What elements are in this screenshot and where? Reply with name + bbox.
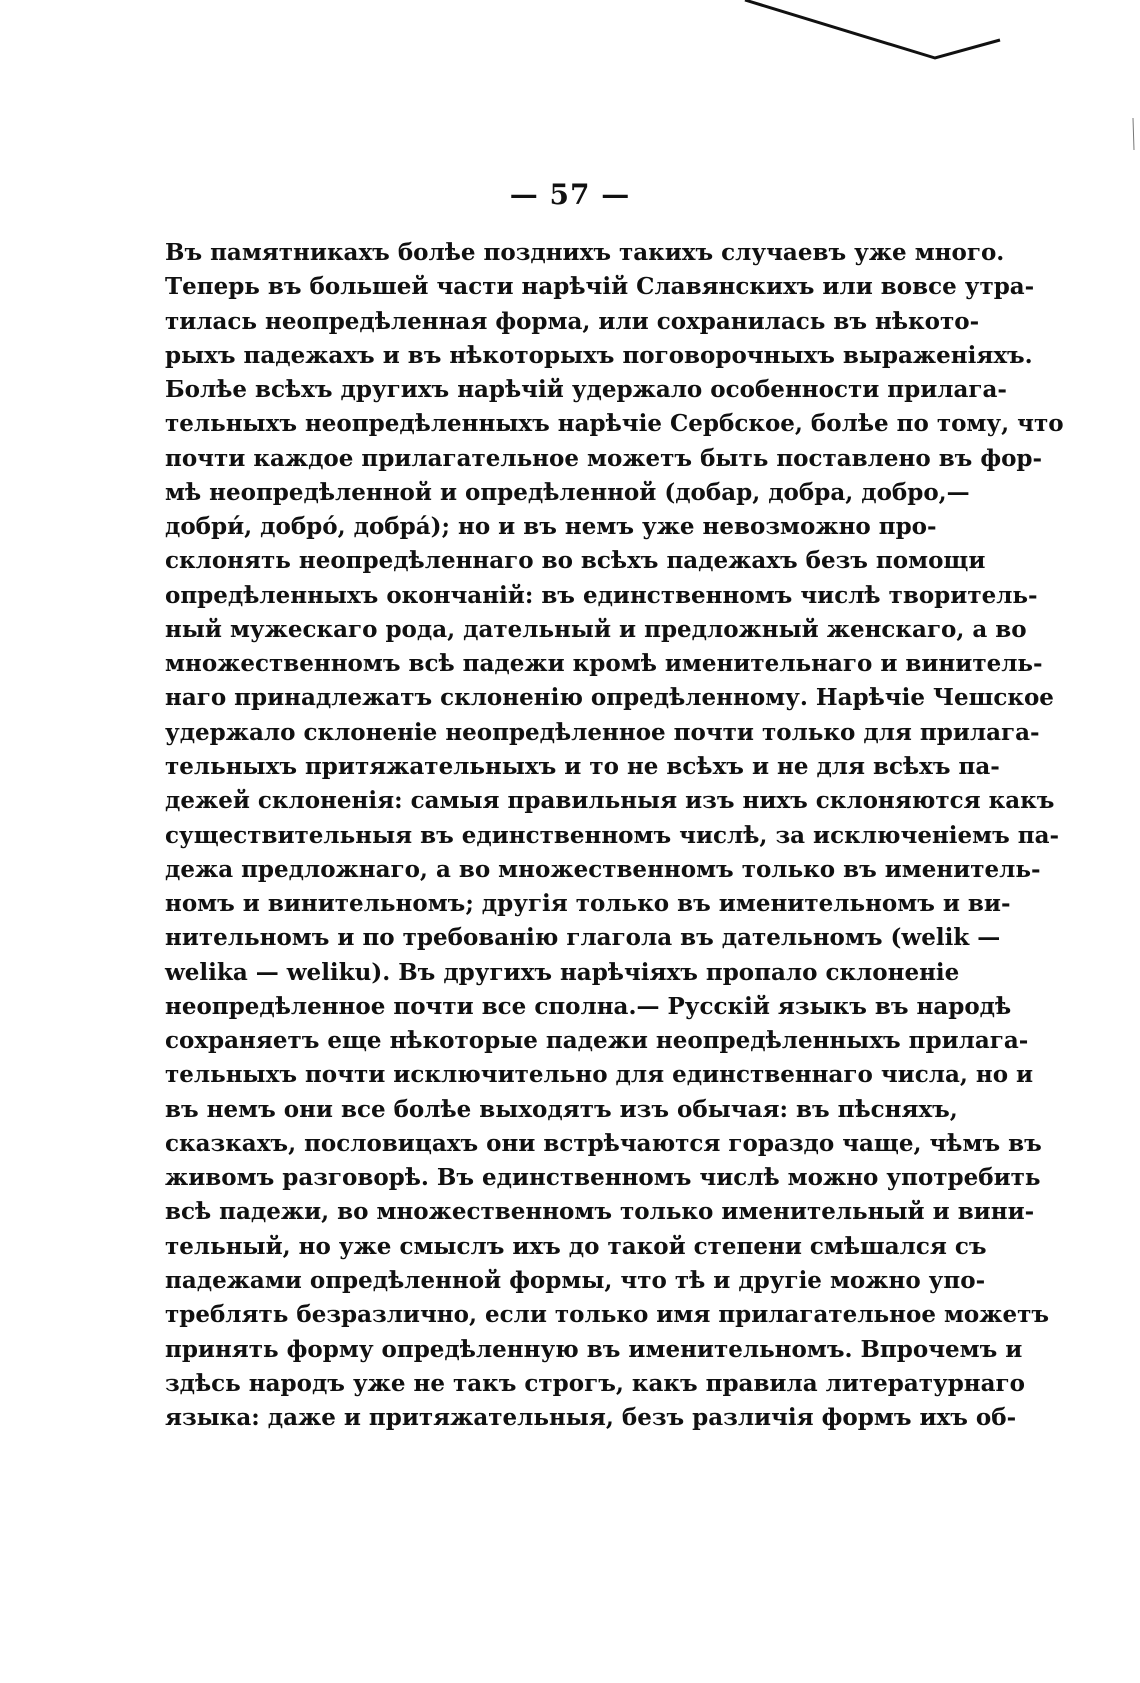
- text-line: сохраняетъ еще нѣкоторые падежи неопредѣленныхъ прилага-: [165, 1027, 1029, 1055]
- text-line: добри́, добро́, добра́); но и въ немъ уже невозможно про-: [165, 513, 937, 541]
- text-line: дежа предложнаго, а во множественномъ только въ именитель-: [165, 855, 1041, 883]
- text-line: падежами опредѣленной формы, что тѣ и другіе можно упо-: [165, 1266, 986, 1294]
- text-line: наго принадлежатъ склоненію опредѣленному. Нарѣчіе Чешское: [165, 684, 1054, 712]
- scan-edge-speck: [1133, 118, 1134, 150]
- text-line: сказкахъ, пословицахъ они встрѣчаются гораздо чаще, чѣмъ въ: [165, 1129, 1042, 1157]
- text-line: дежей склоненія: самыя правильныя изъ нихъ склоняются какъ: [165, 787, 1055, 815]
- body-text: [165, 236, 1064, 1435]
- text-line: тельныхъ притяжательныхъ и то не всѣхъ и не для всѣхъ па-: [165, 752, 1000, 780]
- text-line: здѣсь народъ уже не такъ строгъ, какъ правила литературнаго: [165, 1369, 1025, 1397]
- scan-edge-line: [745, 0, 1000, 58]
- text-line: номъ и винительномъ; другія только въ именительномъ и ви-: [165, 890, 1011, 918]
- text-line: существительныя въ единственномъ числѣ, за исключеніемъ па-: [165, 821, 1060, 849]
- text-line: мѣ неопредѣленной и опредѣленной (добар, добра, добро,—: [165, 478, 970, 506]
- text-line: склонять неопредѣленнаго во всѣхъ падежахъ безъ помощи: [165, 547, 986, 575]
- text-line: неопредѣленное почти все сполна.— Русскій языкъ въ народѣ: [165, 992, 1012, 1020]
- text-line: треблять безразлично, если только имя прилагательное можетъ: [165, 1301, 1050, 1329]
- text-line: тилась неопредѣленная форма, или сохранилась въ нѣкото-: [165, 307, 980, 335]
- text-line: тельныхъ неопредѣленныхъ нарѣчіе Сербское, болѣе по тому, что: [165, 410, 1064, 438]
- scan-edge-mark: [0, 0, 1140, 180]
- page-number: — 57 —: [509, 178, 631, 211]
- text-line: нительномъ и по требованію глагола въ дательномъ (welik —: [165, 924, 1001, 952]
- text-line: почти каждое прилагательное можетъ быть поставлено въ фор-: [165, 444, 1043, 472]
- text-line: удержало склоненіе неопредѣленное почти только для прилага-: [165, 718, 1040, 746]
- text-line: языка: даже и притяжательныя, безъ различія формъ ихъ об-: [165, 1404, 1017, 1432]
- text-line: Въ памятникахъ болѣе позднихъ такихъ случаевъ уже много.: [165, 239, 1005, 266]
- text-line: опредѣленныхъ окончаній: въ единственномъ числѣ творитель-: [165, 581, 1038, 609]
- text-line: въ немъ они все болѣе выходятъ изъ обычая: въ пѣсняхъ,: [165, 1095, 958, 1123]
- text-line: Болѣе всѣхъ другихъ нарѣчій удержало особенности прилага-: [165, 376, 1007, 404]
- text-line: тельныхъ почти исключительно для единственнаго числа, но и: [165, 1061, 1034, 1089]
- text-line: всѣ падежи, во множественномъ только именительный и вини-: [165, 1198, 1035, 1226]
- text-line: welika — weliku). Въ другихъ нарѣчіяхъ пропало склоненіе: [165, 958, 960, 986]
- text-line: Теперь въ большей части нарѣчій Славянскихъ или вовсе утра-: [165, 273, 1035, 301]
- text-line: рыхъ падежахъ и въ нѣкоторыхъ поговорочныхъ выраженіяхъ.: [165, 341, 1033, 369]
- text-line: тельный, но уже смыслъ ихъ до такой степени смѣшался съ: [165, 1232, 987, 1260]
- text-line: живомъ разговорѣ. Въ единственномъ числѣ можно употребить: [165, 1164, 1041, 1192]
- text-line: ный мужескаго рода, дательный и предложный женскаго, а во: [165, 615, 1027, 643]
- text-line: множественномъ всѣ падежи кромѣ именительнаго и винитель-: [165, 650, 1043, 678]
- text-line: принять форму опредѣленную въ именительномъ. Впрочемъ и: [165, 1335, 1023, 1363]
